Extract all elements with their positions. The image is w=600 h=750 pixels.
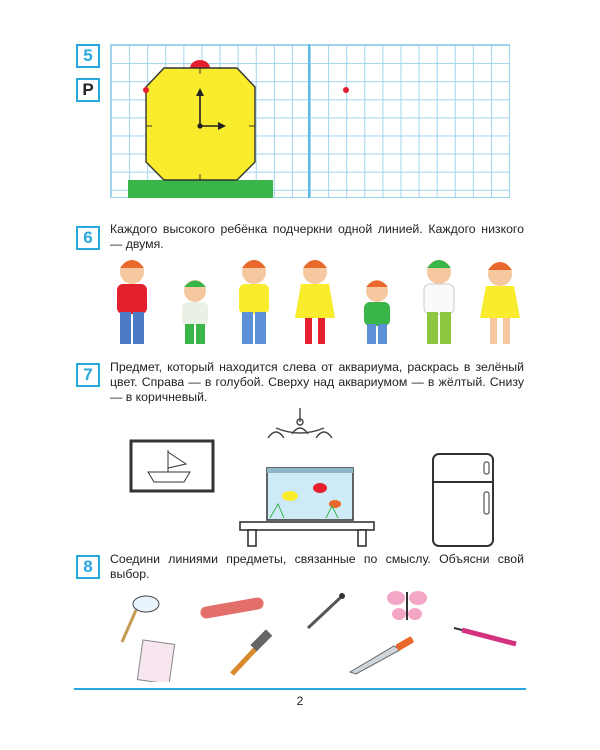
child-tall-3 <box>295 260 335 344</box>
task-6-number: 6 <box>76 226 100 250</box>
children-illustration <box>105 256 525 352</box>
child-tall-5 <box>480 262 520 344</box>
child-short-2 <box>364 280 390 344</box>
task-7-text: Предмет, который находится слева от аквариума, раскрась в зелёный цвет. Справа — в голубой. Сверху над аквариумом — в жёлтый. Снизу — в коричневый. <box>110 360 524 404</box>
child-short-1 <box>182 280 208 344</box>
child-tall-1 <box>117 260 147 344</box>
task-6-text: Каждого высокого ребёнка подчеркни одной линией. Каждого низкого — двумя. <box>110 222 524 251</box>
notebook-icon <box>137 640 174 682</box>
pen-icon <box>454 628 516 644</box>
hammer-icon <box>232 629 272 674</box>
butterfly-net-icon <box>122 596 159 642</box>
child-tall-4 <box>424 260 454 344</box>
knife-icon <box>350 636 414 674</box>
clock-drawing <box>110 44 510 204</box>
aquarium <box>267 468 353 520</box>
task-8-text: Соедини линиями предметы, связанные по смыслу. Объясни свой выбор. <box>110 552 524 581</box>
aquarium-scene <box>120 408 510 552</box>
picture-frame <box>131 441 213 491</box>
sausage-icon <box>199 597 264 620</box>
task-5-number: 5 <box>76 44 100 68</box>
butterfly-icon <box>387 591 427 620</box>
chandelier <box>268 408 332 438</box>
page-number: 2 <box>296 694 304 708</box>
child-tall-2 <box>239 260 269 344</box>
footer-rule <box>74 688 526 690</box>
items-illustration <box>100 586 530 682</box>
paintbrush-icon <box>308 593 345 628</box>
task-5-mark: Р <box>76 78 100 102</box>
task-7-number: 7 <box>76 363 100 387</box>
shelf <box>240 522 374 546</box>
task-8-number: 8 <box>76 555 100 579</box>
fridge <box>433 454 493 546</box>
